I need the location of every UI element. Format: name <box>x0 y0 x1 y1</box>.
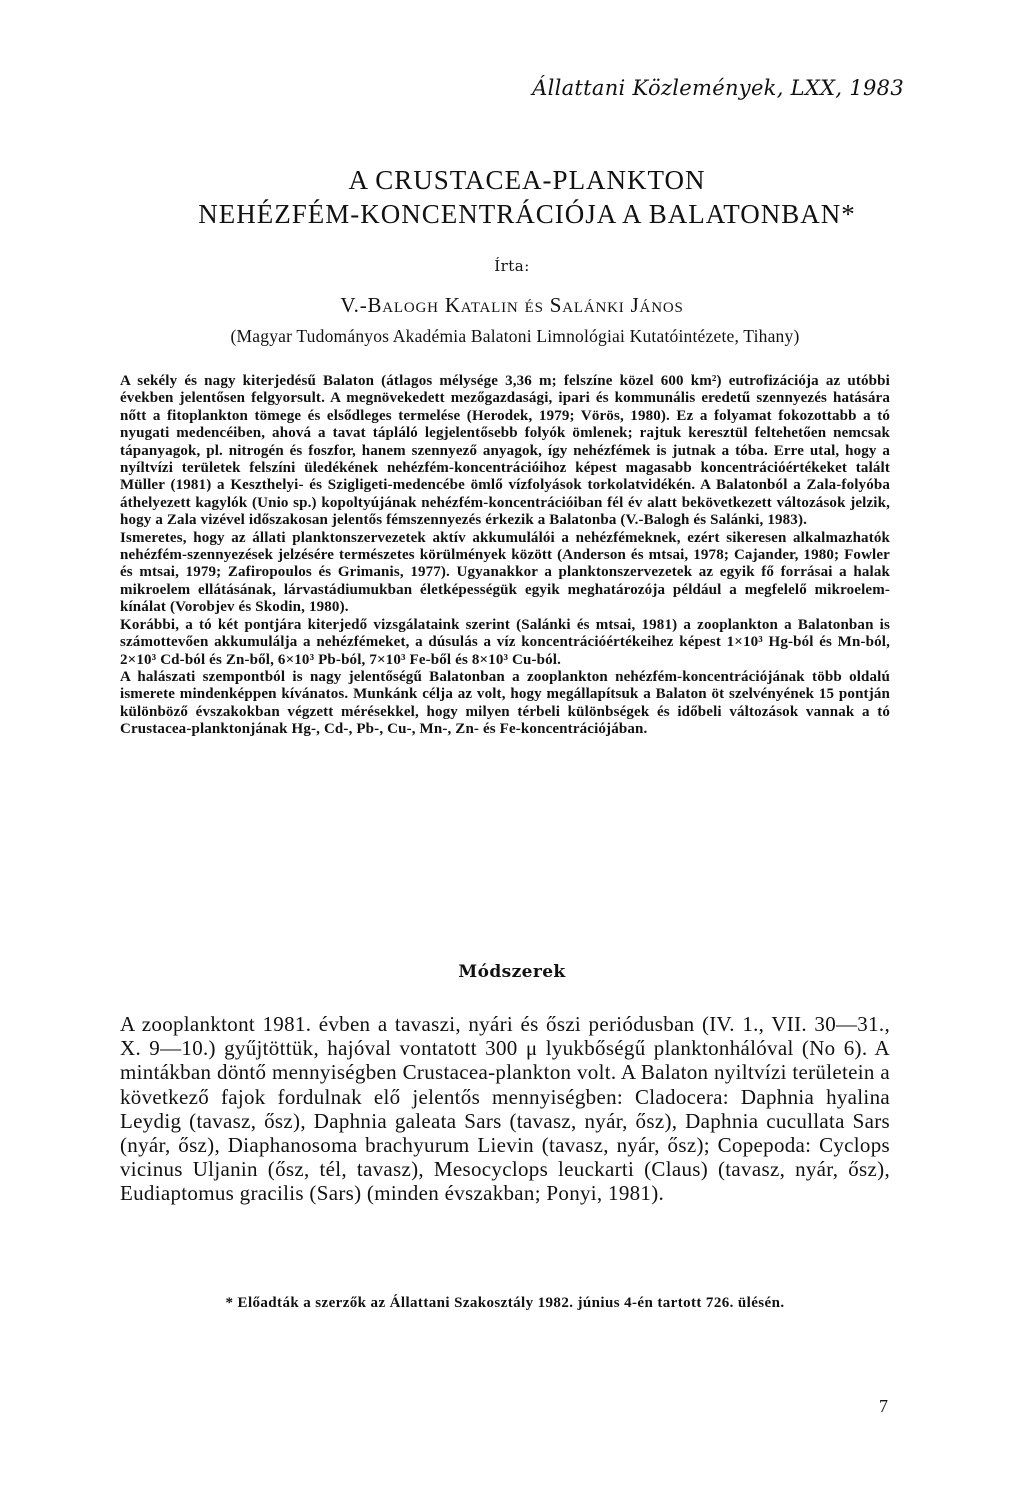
intro-paragraph-3: Korábbi, a tó két pontjára kiterjedő vizsgálataink szerint (Salánki és mtsai, 1981) a zooplankton a Balatonban is számottevően akkumulálja a nehézfémeket, a dúsulás a víz koncentrációértékeihez képest 1×10³ Hg-ból és Mn-ból, 2×10³ Cd-ból és Zn-ből, 6×10³ Pb-ból, 7×10³ Fe-ből és 8×10³ Cu-ból. <box>120 616 890 668</box>
methods-section <box>120 1012 890 1206</box>
title-line-2: NEHÉZFÉM-KONCENTRÁCIÓJA A BALATONBAN* <box>198 199 856 229</box>
institute-affiliation: (Magyar Tudományos Akadémia Balatoni Limnológiai Kutatóintézete, Tihany) <box>230 326 800 346</box>
title-line-1: A CRUSTACEA-PLANKTON <box>348 165 706 195</box>
intro-paragraph-2: Ismeretes, hogy az állati planktonszervezetek aktív akkumulálói a nehézfémeknek, ezért sikeresen alkalmazhatók nehézfém-szennyezések jelzésére természetes körülmények között (Anderson és mtsai, 1978; Cajander, 1980; Fowler és mtsai, 1979; Zafiropoulos és Grimanis, 1977). Ugyanakkor a planktonszervezetek az egyik fő forrásai a halak mikroelem ellátásának, lárvastádiumukban életképességük egyik meghatározója például a megfelelő mikroelem-kínálat (Vorobjev és Skodin, 1980). <box>120 529 890 616</box>
footnote: * Előadták a szerzők az Állattani Szakosztály 1982. június 4-én tartott 726. ülésén. <box>225 1295 785 1311</box>
methods-paragraph: A zooplanktont 1981. évben a tavaszi, nyári és őszi periódusban (IV. 1., VII. 30—31., X. 9—10.) gyűjtöttük, hajóval vontatott 300 μ lyukbőségű planktonhálóval (No 6). A mintákban döntő mennyiségben Crustacea-plankton volt. A Balaton nyiltvízi területein a következő fajok fordulnak elő jelentős mennyiségben: Cladocera: Daphnia hyalina Leydig (tavasz, ősz), Daphnia galeata Sars (tavasz, nyár, ősz), Daphnia cucullata Sars (nyár, ősz), Diaphanosoma brachyurum Lievin (tavasz, nyár, ősz); Copepoda: Cyclops vicinus Uljanin (ősz, tél, tavasz), Mesocyclops leuckarti (Claus) (tavasz, nyár, ősz), Eudiaptomus gracilis (Sars) (minden évszakban; Ponyi, 1981). <box>120 1012 890 1206</box>
page-number: 7 <box>879 1396 888 1416</box>
journal-header: Állattani Közlemények, LXX, 1983 <box>532 76 904 100</box>
author-names: V.-Balogh Katalin és Salánki János <box>340 293 684 317</box>
methods-heading: Módszerek <box>458 962 566 982</box>
introduction-text <box>120 373 890 739</box>
intro-paragraph-1: A sekély és nagy kiterjedésű Balaton (átlagos mélysége 3,36 m; felszíne közel 600 km²) eutrofizációja az utóbbi években jelentősen felgyorsult. A megnövekedett mezőgazdasági, ipari és kommunális eredetű szennyezés hatására nőtt a fitoplankton tömege és elsődleges termelése (Herodek, 1979; Vörös, 1980). Ez a folyamat fokozottabb a tó nyugati medencéiben, ahová a tavat tápláló legjelentősebb folyók ömlenek; rajtuk keresztül feltehetően nemcsak tápanyagok, pl. nitrogén és foszfor, hanem szennyező anyagok, így nehézfémek is jutnak a tóba. Erre utal, hogy a nyíltvízi területek felszíni üledékének nehézfém-koncentrációihoz képest magasabb koncentrációértékeket talált Müller (1981) a Keszthelyi- és Szigligeti-medencébe ömlő vízfolyások torkolatvidékén. A Balatonból a Zala-folyóba áthelyezett kagylók (Unio sp.) kopoltyújának nehézfém-koncentrációiban fél év alatt bekövetkezett változások jelzik, hogy a Zala vizével időszakosan jelentős fémszennyezés érkezik a Balatonba (V.-Balogh és Salánki, 1983). <box>120 373 890 529</box>
intro-paragraph-4: A halászati szempontból is nagy jelentőségű Balatonban a zooplankton nehézfém-koncentrációjának több oldalú ismerete mindenképpen kívánatos. Munkánk célja az volt, hogy megállapítsuk a Balaton öt szelvényének 15 pontján különböző évszakokban végzett mérésekkel, hogy milyen térbeli különbségek és időbeli változások vannak a tó Crustacea-planktonjának Hg-, Cd-, Pb-, Cu-, Mn-, Zn- és Fe-koncentrációjában. <box>120 668 890 738</box>
article-title <box>0 163 1024 231</box>
written-by-label: Írta: <box>494 257 530 275</box>
